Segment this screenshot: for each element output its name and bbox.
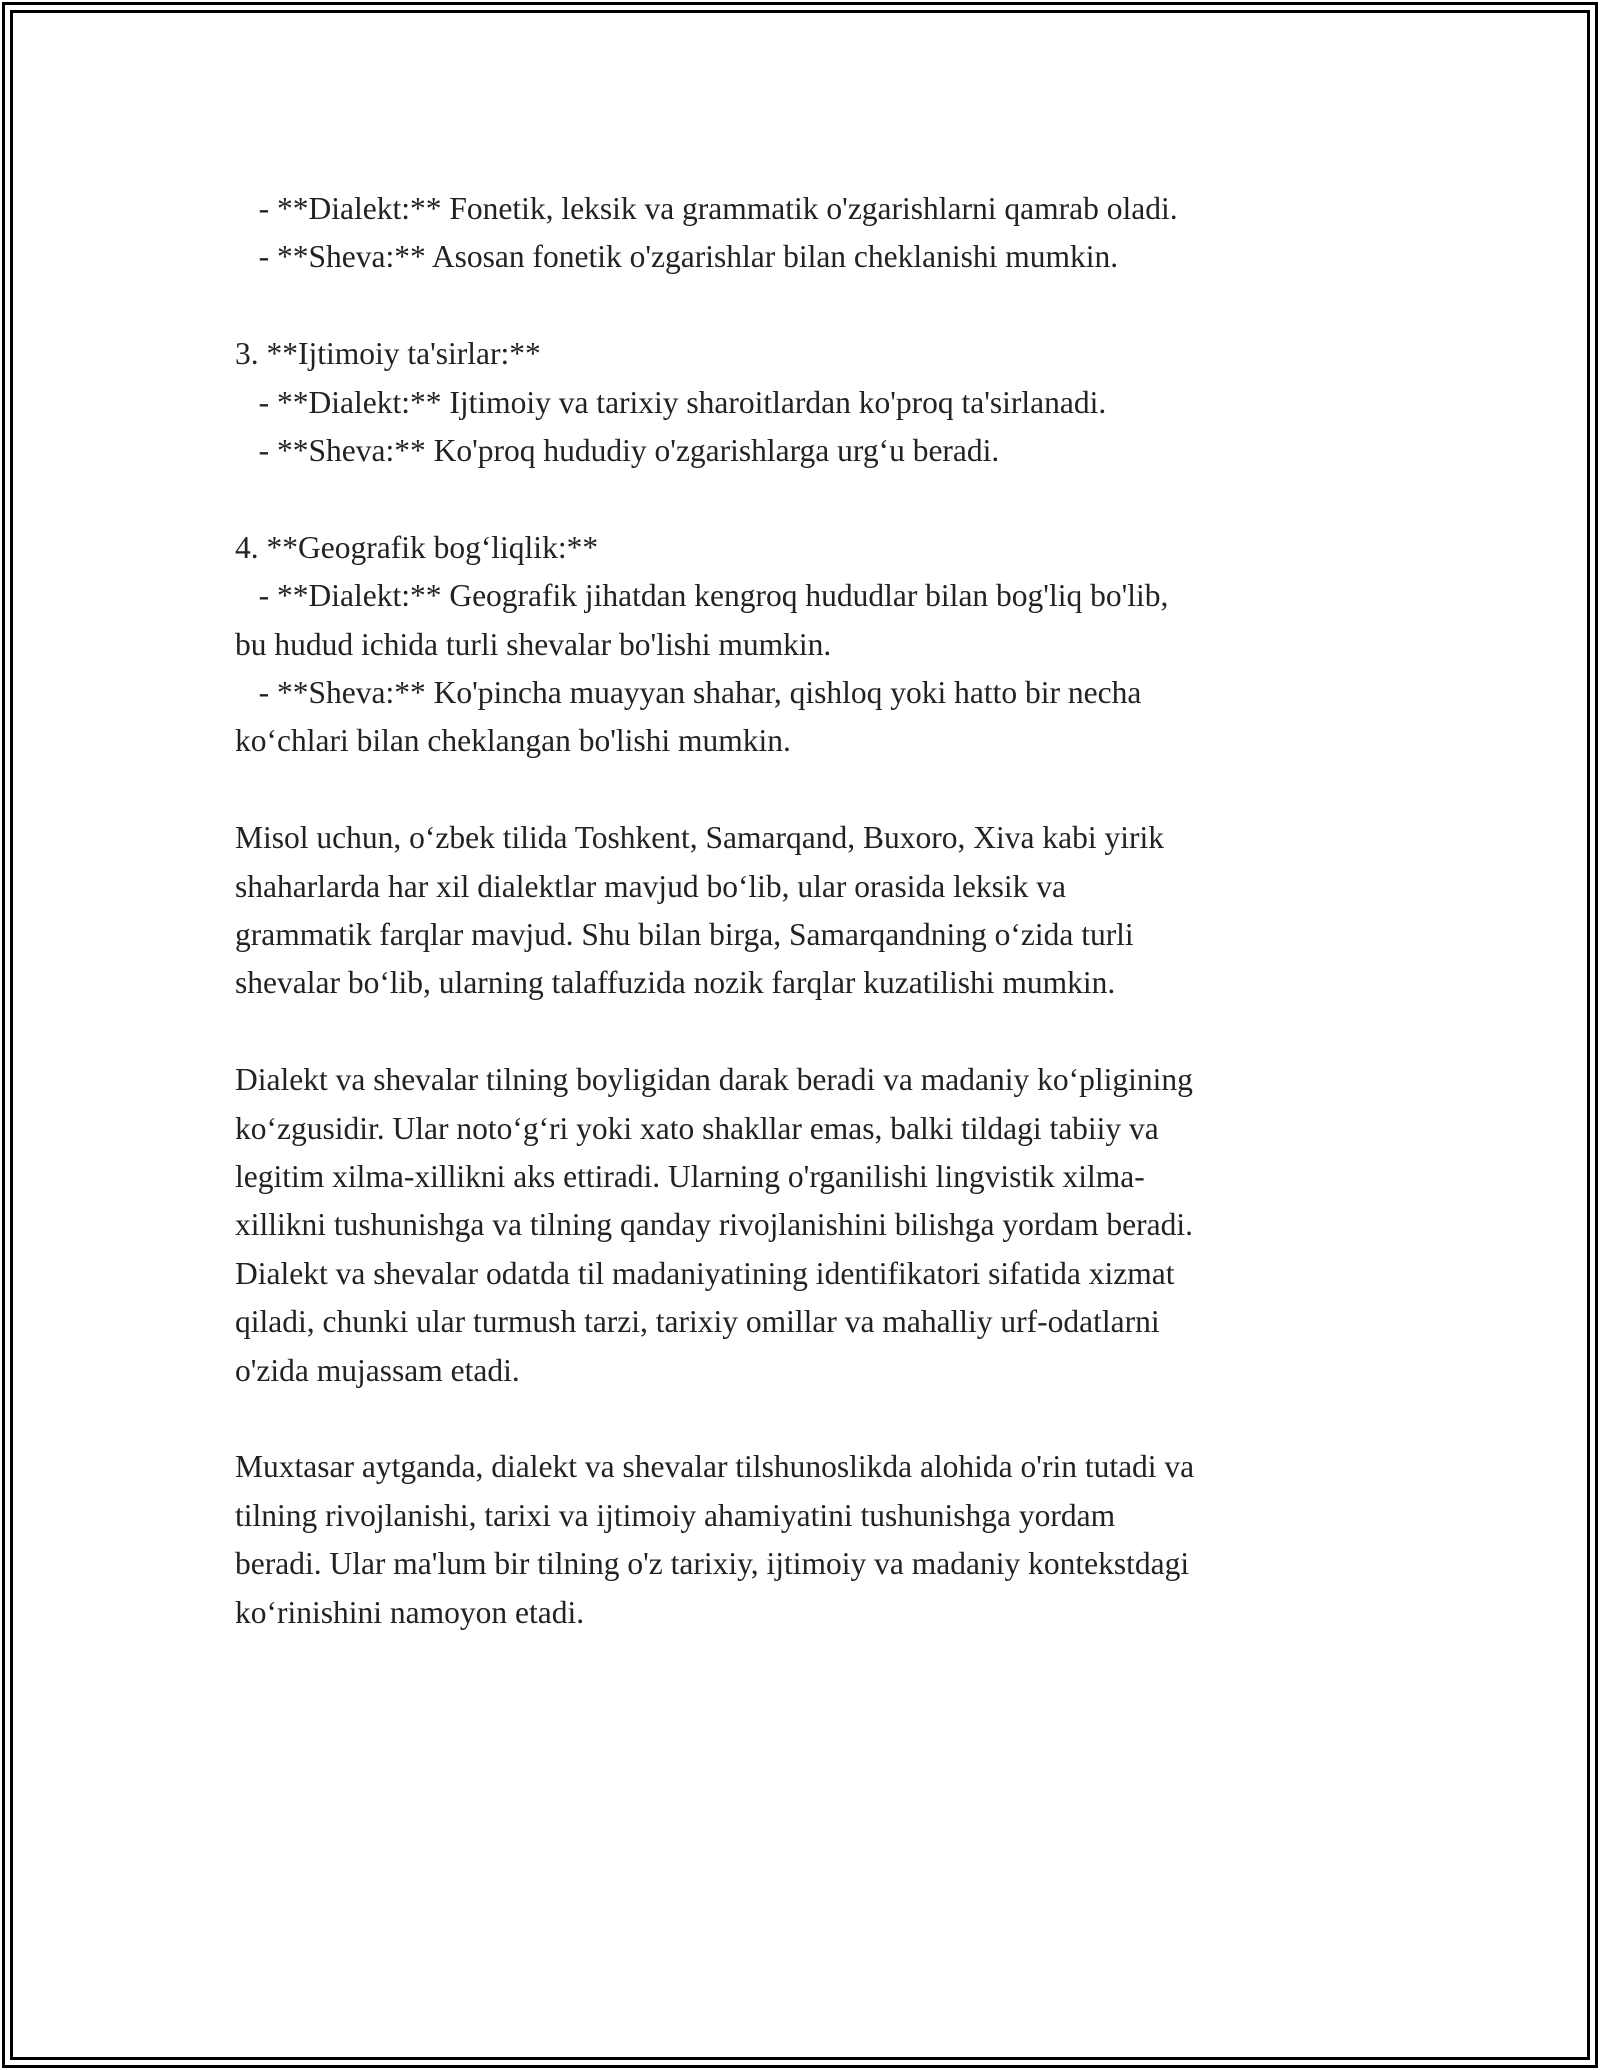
paragraph-social-influences xyxy=(235,330,1365,475)
text-line: - **Sheva:** Ko'proq hududiy o'zgarishlarga urg‘u beradi. xyxy=(235,433,1000,469)
text-line: Dialekt va shevalar odatda til madaniyatining identifikatori sifatida xizmat xyxy=(235,1255,1175,1291)
document-body xyxy=(235,185,1365,1637)
text-line: Muxtasar aytganda, dialekt va shevalar tilshunoslikda alohida o'rin tutadi va xyxy=(235,1449,1195,1485)
text-line: tilning rivojlanishi, tarixi va ijtimoiy ahamiyatini tushunishga yordam xyxy=(235,1497,1116,1533)
text-line: Misol uchun, o‘zbek tilida Toshkent, Samarqand, Buxoro, Xiva kabi yirik xyxy=(235,820,1164,856)
paragraph-geographic-link xyxy=(235,524,1365,766)
paragraph-richness xyxy=(235,1056,1365,1395)
text-line: beradi. Ular ma'lum bir tilning o'z tarixiy, ijtimoiy va madaniy kontekstdagi xyxy=(235,1546,1190,1582)
text-line: - **Dialekt:** Geografik jihatdan kengroq hududlar bilan bog'liq bo'lib, xyxy=(235,578,1169,614)
text-line: - **Dialekt:** Fonetik, leksik va grammatik o'zgarishlarni qamrab oladi. xyxy=(235,191,1178,226)
text-line: Dialekt va shevalar tilning boyligidan darak beradi va madaniy ko‘pligining xyxy=(235,1062,1193,1098)
paragraph-example xyxy=(235,814,1365,1008)
paragraph-differences-phonetic xyxy=(235,185,1365,282)
paragraph-summary xyxy=(235,1443,1365,1637)
text-line: qiladi, chunki ular turmush tarzi, tarixiy omillar va mahalliy urf-odatlarni xyxy=(235,1304,1160,1340)
paragraph-spacer xyxy=(235,1395,1365,1443)
text-line: ko‘zgusidir. Ular noto‘g‘ri yoki xato shakllar emas, balki tildagi tabiiy va xyxy=(235,1110,1159,1146)
text-line: grammatik farqlar mavjud. Shu bilan birga, Samarqandning o‘zida turli xyxy=(235,917,1134,953)
text-line: shevalar bo‘lib, ularning talaffuzida nozik farqlar kuzatilishi mumkin. xyxy=(235,965,1116,1001)
paragraph-spacer xyxy=(235,1008,1365,1056)
paragraph-spacer xyxy=(235,475,1365,523)
paragraph-spacer xyxy=(235,766,1365,814)
text-line: ko‘chlari bilan cheklangan bo'lishi mumkin. xyxy=(235,723,791,759)
text-line: o'zida mujassam etadi. xyxy=(235,1352,520,1388)
list-heading: 4. **Geografik bog‘liqlik:** xyxy=(235,529,599,565)
text-line: legitim xilma-xillikni aks ettiradi. Ularning o'rganilishi lingvistik xilma- xyxy=(235,1159,1145,1195)
text-line: - **Sheva:** Ko'pincha muayyan shahar, qishloq yoki hatto bir necha xyxy=(235,675,1142,711)
text-line: - **Sheva:** Asosan fonetik o'zgarishlar bilan cheklanishi mumkin. xyxy=(235,239,1119,275)
text-line: shaharlarda har xil dialektlar mavjud bo‘lib, ular orasida leksik va xyxy=(235,868,1066,904)
paragraph-spacer xyxy=(235,282,1365,330)
text-line: bu hudud ichida turli shevalar bo'lishi mumkin. xyxy=(235,626,832,662)
text-line: xillikni tushunishga va tilning qanday rivojlanishini bilishga yordam beradi. xyxy=(235,1207,1193,1243)
text-line: ko‘rinishini namoyon etadi. xyxy=(235,1594,585,1630)
text-line: - **Dialekt:** Ijtimoiy va tarixiy sharoitlardan ko'proq ta'sirlanadi. xyxy=(235,384,1107,420)
list-heading: 3. **Ijtimoiy ta'sirlar:** xyxy=(235,336,541,372)
